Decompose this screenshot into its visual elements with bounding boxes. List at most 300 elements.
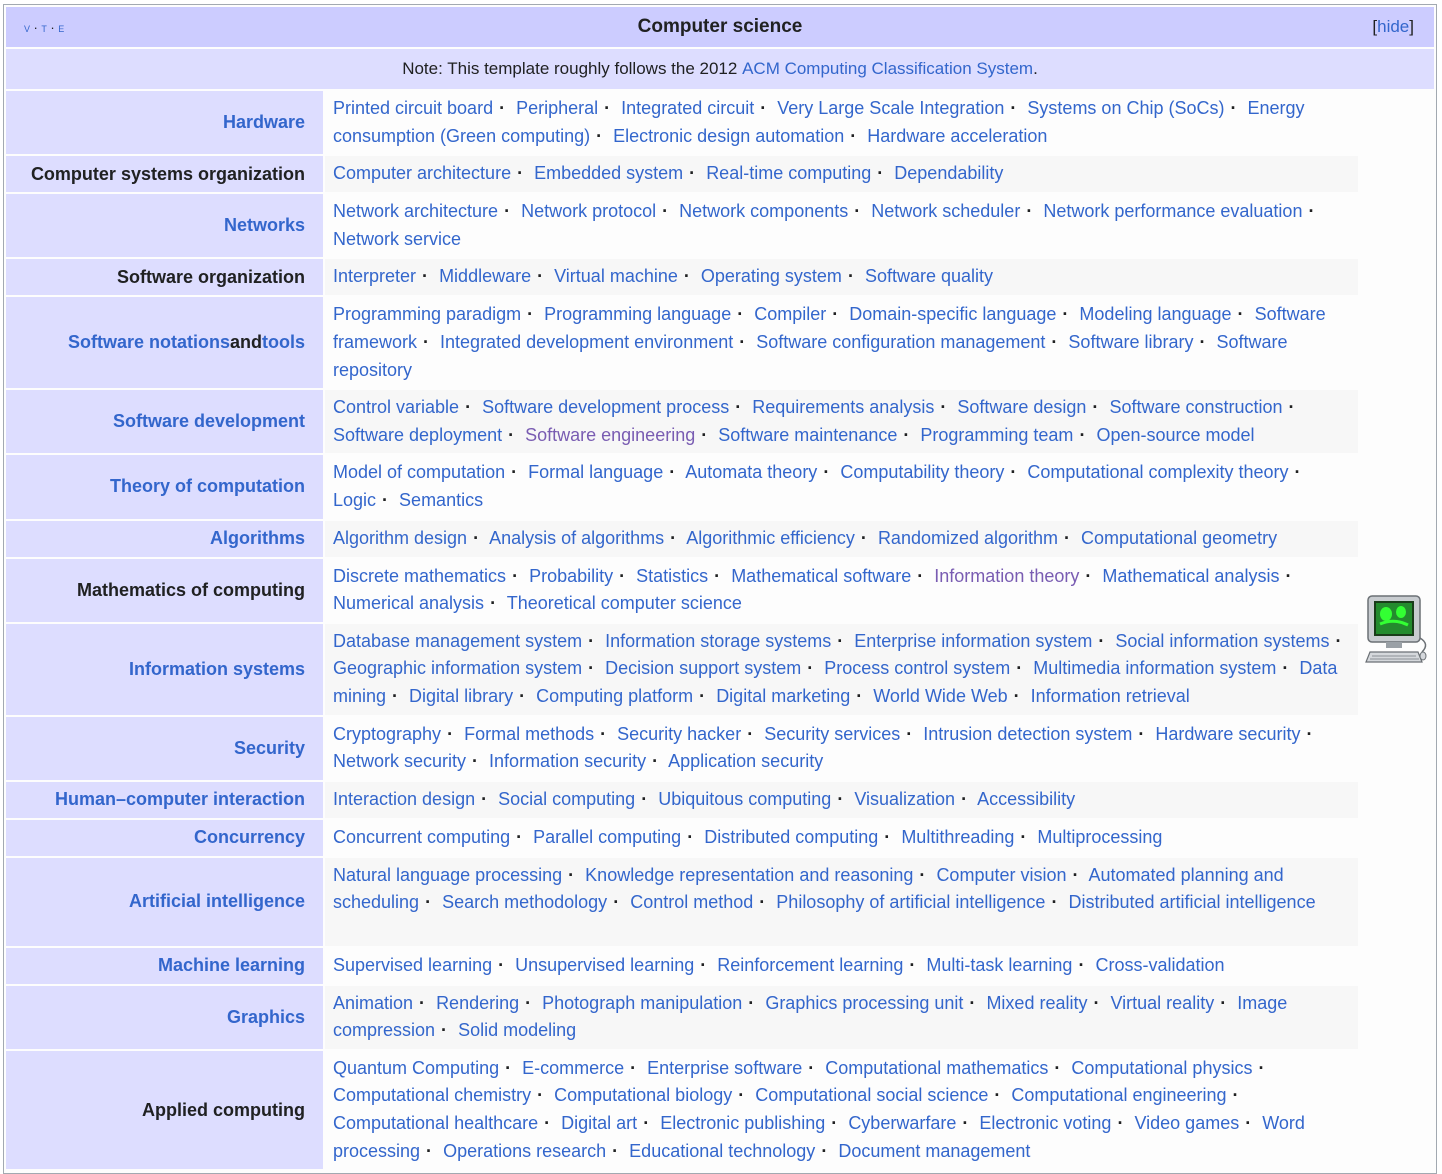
group-row (6, 297, 1358, 388)
hide-link[interactable]: hide (1377, 17, 1410, 36)
link-philosophy-of-artificial-intelligence[interactable]: Philosophy of artificial intelligence (776, 892, 1046, 913)
list-separator: · (689, 163, 696, 184)
link-geographic-information-system[interactable]: Geographic information system (333, 658, 583, 679)
group-label-text[interactable]: Security (233, 737, 305, 758)
link-formal-language[interactable]: Formal language (528, 462, 664, 483)
link-algorithmic-efficiency[interactable]: Algorithmic efficiency (686, 527, 855, 548)
group-list (325, 948, 1358, 984)
group-list (325, 390, 1358, 453)
group-label-connector: and (229, 332, 262, 353)
link-word-processing[interactable]: Word processing (333, 1113, 1305, 1161)
link-parallel-computing[interactable]: Parallel computing (533, 826, 682, 847)
group-list (325, 521, 1358, 557)
group-label-theory-of-computation[interactable] (6, 455, 323, 518)
link-computer-vision[interactable]: Computer vision (936, 864, 1067, 885)
link-enterprise-information-system[interactable]: Enterprise information system (854, 630, 1093, 651)
group-row (6, 455, 1358, 518)
hide-toggle[interactable]: [ hide ] (1372, 17, 1414, 36)
link-information-retrieval[interactable]: Information retrieval (1030, 685, 1190, 706)
list-separator: · (701, 424, 708, 445)
link-social-information-systems[interactable]: Social information systems (1115, 630, 1330, 651)
group-list (325, 717, 1358, 780)
group-row (6, 390, 1358, 453)
group-label-text[interactable]: Human–computer interaction (54, 789, 305, 810)
list-separator: · (504, 201, 511, 222)
computer-monitor-icon[interactable] (1364, 594, 1428, 668)
link-e-commerce[interactable]: E-commerce (522, 1057, 625, 1078)
group-label-algorithms[interactable] (6, 521, 323, 557)
link-software-framework[interactable]: Software framework (333, 304, 1326, 352)
link-software-development-process[interactable]: Software development process (482, 397, 730, 418)
link-accessibility[interactable]: Accessibility (977, 788, 1076, 809)
link-systems-on-chip-socs[interactable]: Systems on Chip (SoCs) (1027, 98, 1225, 118)
list-separator: · (687, 826, 694, 847)
list-separator: · (537, 1085, 544, 1106)
list-separator: · (544, 1113, 551, 1134)
list-separator: · (472, 751, 479, 772)
link-data-mining[interactable]: Data mining (333, 658, 1338, 706)
link-hardware-acceleration[interactable]: Hardware acceleration (867, 125, 1048, 146)
group-label-text[interactable]: Software development (112, 411, 305, 432)
group-label-software-notations-and-tools[interactable] (6, 297, 323, 388)
group-list (325, 624, 1358, 715)
link-cyberwarfare[interactable]: Cyberwarfare (848, 1113, 957, 1134)
group-label-link[interactable]: tools (262, 332, 305, 353)
list-separator: · (525, 992, 532, 1013)
group-list (325, 782, 1358, 818)
list-separator: · (1051, 331, 1058, 352)
group-label-mathematics-of-computing (6, 559, 323, 622)
link-network-scheduler[interactable]: Network scheduler (871, 201, 1021, 222)
group-label-artificial-intelligence[interactable] (6, 858, 323, 946)
group-row (6, 624, 1358, 715)
list-separator: · (490, 593, 497, 614)
list-separator: · (382, 489, 389, 510)
link-computational-social-science[interactable]: Computational social science (755, 1085, 989, 1106)
link-computational-mathematics[interactable]: Computational mathematics (825, 1057, 1049, 1078)
list-separator: · (969, 992, 976, 1013)
link-information-security[interactable]: Information security (489, 751, 647, 772)
group-label-concurrency[interactable] (6, 820, 323, 856)
group-list (325, 259, 1358, 295)
group-list (325, 194, 1358, 257)
link-software-engineering[interactable]: Software engineering (525, 424, 696, 445)
list-separator: · (447, 723, 454, 744)
list-separator: · (423, 331, 430, 352)
list-separator: · (699, 685, 706, 706)
link-interpreter[interactable]: Interpreter (333, 266, 417, 287)
list-separator: · (917, 565, 924, 586)
list-separator: · (1258, 1057, 1265, 1078)
link-database-management-system[interactable]: Database management system (333, 630, 583, 651)
list-separator: · (860, 527, 867, 548)
list-separator: · (1237, 304, 1244, 325)
list-separator: · (807, 658, 814, 679)
list-separator: · (517, 163, 524, 184)
link-electronic-voting[interactable]: Electronic voting (979, 1113, 1112, 1134)
link-intrusion-detection-system[interactable]: Intrusion detection system (923, 723, 1133, 744)
list-separator: · (568, 864, 575, 885)
link-animation[interactable]: Animation (333, 992, 414, 1013)
group-label-computer-systems-organization (6, 156, 323, 192)
list-separator: · (906, 723, 913, 744)
edit-template-link[interactable]: e (58, 19, 65, 35)
list-separator: · (808, 1057, 815, 1078)
link-real-time-computing[interactable]: Real-time computing (706, 163, 872, 184)
list-separator: · (1051, 892, 1058, 913)
list-separator: · (1093, 992, 1100, 1013)
group-label-information-systems[interactable] (6, 624, 323, 715)
list-separator: · (499, 98, 506, 118)
group-list (325, 455, 1358, 518)
group-row (6, 259, 1358, 295)
link-semantics[interactable]: Semantics (399, 489, 484, 510)
link-distributed-artificial-intelligence[interactable]: Distributed artificial intelligence (1068, 892, 1316, 913)
view-template-link[interactable]: v (24, 19, 31, 35)
list-separator: · (662, 201, 669, 222)
link-supervised-learning[interactable]: Supervised learning (333, 954, 493, 975)
link-mixed-reality[interactable]: Mixed reality (986, 992, 1088, 1013)
group-label-text[interactable]: Algorithms (209, 528, 305, 549)
link-peripheral[interactable]: Peripheral (516, 98, 599, 118)
link-video-games[interactable]: Video games (1134, 1113, 1240, 1134)
link-computer-architecture[interactable]: Computer architecture (333, 163, 512, 184)
group-label-graphics[interactable] (6, 986, 323, 1049)
list-separator: · (831, 1113, 838, 1134)
link-digital-marketing[interactable]: Digital marketing (716, 685, 851, 706)
list-separator: · (1306, 723, 1313, 744)
list-separator: · (748, 992, 755, 1013)
list-separator: · (441, 1020, 448, 1041)
link-theoretical-computer-science[interactable]: Theoretical computer science (506, 593, 742, 614)
link-operations-research[interactable]: Operations research (443, 1140, 607, 1161)
group-label-hardware[interactable] (6, 91, 323, 154)
group-row (6, 521, 1358, 557)
group-label-text[interactable]: Networks (223, 215, 305, 236)
link-rendering[interactable]: Rendering (436, 992, 520, 1013)
group-row (6, 820, 1358, 856)
link-mathematical-analysis[interactable]: Mathematical analysis (1102, 565, 1280, 586)
group-label-text[interactable]: Information systems (128, 658, 305, 679)
list-separator: · (1335, 630, 1342, 651)
list-separator: · (1294, 462, 1301, 483)
link-software-library[interactable]: Software library (1068, 331, 1194, 352)
link-network-service[interactable]: Network service (333, 228, 462, 249)
link-network-architecture[interactable]: Network architecture (333, 201, 499, 222)
link-world-wide-web[interactable]: World Wide Web (873, 685, 1008, 706)
link-ubiquitous-computing[interactable]: Ubiquitous computing (658, 788, 832, 809)
link-network-protocol[interactable]: Network protocol (521, 201, 657, 222)
link-algorithm-design[interactable]: Algorithm design (333, 527, 468, 548)
link-programming-team[interactable]: Programming team (920, 424, 1074, 445)
talk-template-link[interactable]: t (41, 19, 48, 35)
acm-ccs-link[interactable]: ACM Computing Classification System (742, 59, 1034, 78)
link-computability-theory[interactable]: Computability theory (840, 462, 1005, 483)
list-separator: · (419, 992, 426, 1013)
list-separator: · (1199, 331, 1206, 352)
group-label-text[interactable]: Theory of computation (110, 476, 305, 497)
link-image-compression[interactable]: Image compression (333, 992, 1288, 1041)
link-security-hacker[interactable]: Security hacker (617, 723, 742, 744)
link-visualization[interactable]: Visualization (854, 788, 956, 809)
list-separator: · (940, 397, 947, 418)
link-programming-language[interactable]: Programming language (544, 304, 732, 325)
link-virtual-machine[interactable]: Virtual machine (554, 266, 678, 287)
link-hardware-security[interactable]: Hardware security (1155, 723, 1301, 744)
link-interaction-design[interactable]: Interaction design (333, 788, 476, 809)
link-concurrent-computing[interactable]: Concurrent computing (333, 826, 511, 847)
link-randomized-algorithm[interactable]: Randomized algorithm (877, 527, 1059, 548)
list-separator: · (1230, 98, 1237, 118)
link-cross-validation[interactable]: Cross-validation (1095, 954, 1225, 975)
list-separator: · (1098, 630, 1105, 651)
list-separator: · (425, 892, 432, 913)
link-computational-biology[interactable]: Computational biology (554, 1085, 733, 1106)
link-dependability[interactable]: Dependability (894, 163, 1004, 184)
link-computational-complexity-theory[interactable]: Computational complexity theory (1027, 462, 1289, 483)
list-separator: · (1117, 1113, 1124, 1134)
list-separator: · (600, 723, 607, 744)
group-list (325, 820, 1358, 856)
link-unsupervised-learning[interactable]: Unsupervised learning (515, 954, 695, 975)
list-separator: · (683, 266, 690, 287)
link-printed-circuit-board[interactable]: Printed circuit board (333, 98, 494, 118)
list-separator: · (613, 892, 620, 913)
list-separator: · (652, 751, 659, 772)
list-separator: · (1220, 992, 1227, 1013)
group-list (325, 297, 1358, 388)
link-software-design[interactable]: Software design (957, 397, 1087, 418)
list-separator: · (1010, 98, 1017, 118)
group-list (325, 91, 1358, 154)
list-separator: · (630, 1057, 637, 1078)
link-network-performance-evaluation[interactable]: Network performance evaluation (1043, 201, 1303, 222)
link-multi-task-learning[interactable]: Multi-task learning (926, 954, 1073, 975)
link-automated-planning-and-scheduling[interactable]: Automated planning and scheduling (333, 864, 1284, 913)
link-integrated-circuit[interactable]: Integrated circuit (621, 98, 755, 118)
list-separator: · (1010, 462, 1017, 483)
group-row (6, 559, 1358, 622)
link-computational-healthcare[interactable]: Computational healthcare (333, 1113, 539, 1134)
list-separator: · (1282, 658, 1289, 679)
list-separator: · (832, 304, 839, 325)
link-embedded-system[interactable]: Embedded system (534, 163, 684, 184)
group-label-networks[interactable] (6, 194, 323, 257)
link-document-management[interactable]: Document management (838, 1140, 1031, 1161)
list-separator: · (505, 1057, 512, 1078)
link-software-repository[interactable]: Software repository (333, 331, 1288, 380)
link-decision-support-system[interactable]: Decision support system (605, 658, 802, 679)
group-label-text[interactable]: Machine learning (157, 955, 305, 976)
link-computational-physics[interactable]: Computational physics (1071, 1057, 1253, 1078)
list-separator: · (604, 98, 611, 118)
link-very-large-scale-integration[interactable]: Very Large Scale Integration (777, 98, 1005, 118)
group-list (325, 156, 1358, 192)
group-row (6, 782, 1358, 818)
list-separator: · (619, 565, 626, 586)
link-quantum-computing[interactable]: Quantum Computing (333, 1057, 500, 1078)
link-distributed-computing[interactable]: Distributed computing (704, 826, 879, 847)
list-separator: · (1072, 864, 1079, 885)
link-operating-system[interactable]: Operating system (700, 266, 842, 287)
group-label-machine-learning[interactable] (6, 948, 323, 984)
link-search-methodology[interactable]: Search methodology (442, 892, 608, 913)
list-separator: · (537, 266, 544, 287)
list-separator: · (821, 1140, 828, 1161)
list-separator: · (962, 1113, 969, 1134)
list-separator: · (903, 424, 910, 445)
link-graphics-processing-unit[interactable]: Graphics processing unit (765, 992, 964, 1013)
link-probability[interactable]: Probability (529, 565, 614, 586)
group-row (6, 194, 1358, 257)
list-separator: · (735, 397, 742, 418)
list-separator: · (641, 788, 648, 809)
list-separator: · (612, 1140, 619, 1161)
link-software-maintenance[interactable]: Software maintenance (718, 424, 898, 445)
link-control-method[interactable]: Control method (630, 892, 754, 913)
navbox-body (6, 91, 1434, 1171)
group-label-link[interactable]: Software notations (67, 332, 230, 353)
list-separator: · (837, 788, 844, 809)
link-social-computing[interactable]: Social computing (498, 788, 636, 809)
link-software-deployment[interactable]: Software deployment (333, 424, 503, 445)
link-security-services[interactable]: Security services (764, 723, 901, 744)
link-multithreading[interactable]: Multithreading (901, 826, 1015, 847)
link-open-source-model[interactable]: Open-source model (1096, 424, 1255, 445)
navbox-titlebar (6, 7, 1434, 47)
link-software-configuration-management[interactable]: Software configuration management (756, 331, 1046, 352)
link-software-quality[interactable]: Software quality (864, 266, 994, 287)
link-cryptography[interactable]: Cryptography (333, 723, 442, 744)
list-separator: · (737, 304, 744, 325)
link-statistics[interactable]: Statistics (636, 565, 709, 586)
link-application-security[interactable]: Application security (668, 751, 824, 772)
group-label-security[interactable] (6, 717, 323, 780)
link-middleware[interactable]: Middleware (439, 266, 532, 287)
list-separator: · (850, 125, 857, 146)
list-separator: · (1016, 658, 1023, 679)
group-label-software-development[interactable] (6, 390, 323, 453)
group-list (325, 1051, 1358, 1169)
link-computational-geometry[interactable]: Computational geometry (1081, 527, 1278, 548)
navbox-note: Note: This template roughly follows the 2012 ACM Computing Classification System . (6, 49, 1434, 89)
link-software-construction[interactable]: Software construction (1109, 397, 1283, 418)
list-separator: · (481, 788, 488, 809)
group-label-text[interactable]: Concurrency (193, 827, 305, 848)
link-enterprise-software[interactable]: Enterprise software (647, 1057, 803, 1078)
link-information-theory[interactable]: Information theory (934, 565, 1080, 586)
link-logic[interactable]: Logic (333, 489, 377, 510)
list-separator: · (854, 201, 861, 222)
link-network-components[interactable]: Network components (679, 201, 849, 222)
link-computational-engineering[interactable]: Computational engineering (1011, 1085, 1227, 1106)
link-solid-modeling[interactable]: Solid modeling (458, 1020, 577, 1041)
link-digital-library[interactable]: Digital library (409, 685, 514, 706)
group-label-software-organization (6, 259, 323, 295)
link-digital-art[interactable]: Digital art (561, 1113, 638, 1134)
list-separator: · (1079, 424, 1086, 445)
link-knowledge-representation-and-reasoning[interactable]: Knowledge representation and reasoning (585, 864, 914, 885)
navbox-image (1358, 91, 1434, 1171)
list-separator: · (856, 685, 863, 706)
link-energy-consumption-green-computing[interactable]: Energy consumption (Green computing) (333, 98, 1305, 146)
group-label-human-computer-interaction[interactable] (6, 782, 323, 818)
link-information-storage-systems[interactable]: Information storage systems (605, 630, 832, 651)
link-multimedia-information-system[interactable]: Multimedia information system (1033, 658, 1277, 679)
group-label-text: Mathematics of computing (76, 579, 305, 600)
list-separator: · (669, 462, 676, 483)
list-separator: · (1026, 201, 1033, 222)
link-discrete-mathematics[interactable]: Discrete mathematics (333, 565, 507, 586)
group-row (6, 858, 1358, 946)
link-requirements-analysis[interactable]: Requirements analysis (752, 397, 935, 418)
list-separator: · (738, 1085, 745, 1106)
list-separator: · (516, 826, 523, 847)
list-separator: · (909, 954, 916, 975)
link-photograph-manipulation[interactable]: Photograph manipulation (542, 992, 743, 1013)
list-separator: · (1245, 1113, 1252, 1134)
link-compiler[interactable]: Compiler (754, 304, 827, 325)
list-separator: · (1308, 201, 1315, 222)
group-label-text[interactable]: Graphics (226, 1006, 305, 1027)
group-label-text: Computer systems organization (30, 163, 305, 184)
list-separator: · (1288, 397, 1295, 418)
link-analysis-of-algorithms[interactable]: Analysis of algorithms (489, 527, 665, 548)
group-label-text[interactable]: Artificial intelligence (128, 891, 305, 912)
list-separator: · (511, 462, 518, 483)
link-process-control-system[interactable]: Process control system (824, 658, 1011, 679)
link-educational-technology[interactable]: Educational technology (629, 1140, 816, 1161)
list-separator: · (884, 826, 891, 847)
link-integrated-development-environment[interactable]: Integrated development environment (440, 331, 734, 352)
list-separator: · (588, 630, 595, 651)
group-list (325, 559, 1358, 622)
list-separator: · (877, 163, 884, 184)
list-separator: · (392, 685, 399, 706)
group-row (6, 1051, 1358, 1169)
list-separator: · (426, 1140, 433, 1161)
group-label-text[interactable]: Hardware (222, 112, 305, 133)
list-separator: · (961, 788, 968, 809)
link-reinforcement-learning[interactable]: Reinforcement learning (717, 954, 904, 975)
link-electronic-design-automation[interactable]: Electronic design automation (613, 125, 845, 146)
link-domain-specific-language[interactable]: Domain-specific language (849, 304, 1057, 325)
list-separator: · (473, 527, 480, 548)
link-model-of-computation[interactable]: Model of computation (333, 462, 506, 483)
link-numerical-analysis[interactable]: Numerical analysis (333, 593, 485, 614)
link-natural-language-processing[interactable]: Natural language processing (333, 864, 563, 885)
list-separator: · (1285, 565, 1292, 586)
link-network-security[interactable]: Network security (333, 751, 467, 772)
group-list (325, 986, 1358, 1049)
link-control-variable[interactable]: Control variable (333, 397, 460, 418)
link-modeling-language[interactable]: Modeling language (1079, 304, 1232, 325)
list-separator: · (1013, 685, 1020, 706)
link-formal-methods[interactable]: Formal methods (464, 723, 595, 744)
list-separator: · (700, 954, 707, 975)
link-automata-theory[interactable]: Automata theory (685, 462, 818, 483)
link-multiprocessing[interactable]: Multiprocessing (1037, 826, 1163, 847)
list-separator: · (747, 723, 754, 744)
link-electronic-publishing[interactable]: Electronic publishing (660, 1113, 826, 1134)
group-row (6, 156, 1358, 192)
link-mathematical-software[interactable]: Mathematical software (731, 565, 912, 586)
link-programming-paradigm[interactable]: Programming paradigm (333, 304, 522, 325)
list-separator: · (508, 424, 515, 445)
link-computational-chemistry[interactable]: Computational chemistry (333, 1085, 532, 1106)
link-computing-platform[interactable]: Computing platform (536, 685, 694, 706)
link-virtual-reality[interactable]: Virtual reality (1110, 992, 1215, 1013)
